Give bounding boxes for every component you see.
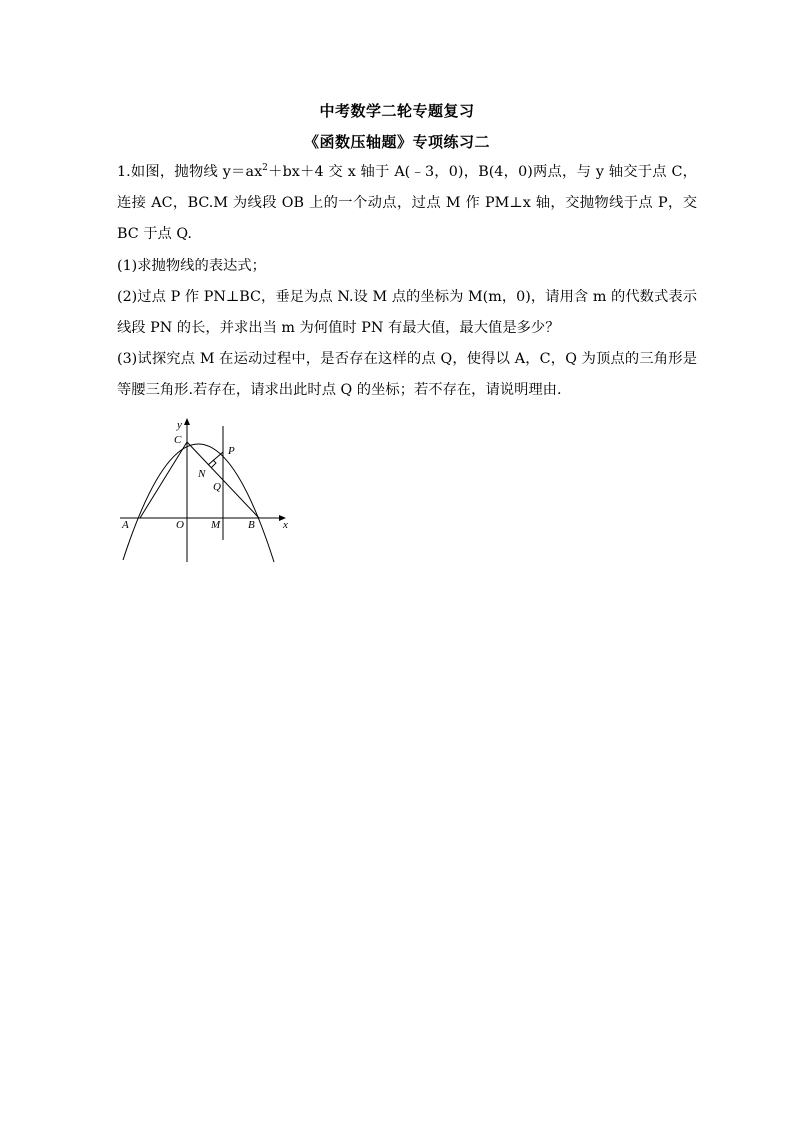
segment-ac — [140, 442, 187, 518]
problem-stem — [117, 157, 697, 250]
label-y: y — [177, 419, 182, 431]
label-a: A — [122, 519, 129, 531]
document-title: 中考数学二轮专题复习 — [319, 102, 475, 120]
label-o: O — [176, 519, 184, 531]
label-p: P — [228, 445, 235, 457]
parabola-curve — [123, 444, 274, 562]
label-x: x — [283, 519, 288, 531]
question-part-1: (1)求抛物线的表达式； — [117, 258, 266, 274]
question-part-3: (3)试探究点 M 在运动过程中，是否存在这样的点 Q，使得以 A，C，Q 为顶点的三角形是等腰三角形.若存在，请求出此时点 Q 的坐标；若不存在，请说明理由. — [117, 351, 697, 398]
parabola-figure — [118, 414, 298, 566]
exponent: 2 — [262, 163, 268, 174]
question-part-2: (2)过点 P 作 PN⊥BC，垂足为点 N.设 M 点的坐标为 M(m，0)，请用含 m 的代数式表示线段 PN 的长，并求出当 m 为何值时 PN 有最大值，最大值是多少？ — [117, 289, 697, 336]
problem-stem-part-a: 如图，抛物线 y＝ax — [130, 164, 263, 180]
label-m: M — [211, 519, 221, 531]
problem-number: 1. — [117, 164, 131, 180]
label-c: C — [174, 434, 182, 446]
document-subtitle: 《函数压轴题》专项练习二 — [303, 133, 490, 151]
label-q: Q — [213, 481, 221, 493]
y-axis-arrow — [184, 418, 190, 425]
label-n: N — [198, 468, 206, 480]
problem-stem-part-b: ＋bx＋4 交 x 轴于 A(﹣3，0)，B(4，0)两点，与 y 轴交于点 C，连接 AC，BC.M 为线段 OB 上的一个动点，过点 M 作 PM⊥x 轴，交抛物线于点 P，交 BC 于点 Q. — [117, 164, 697, 242]
label-b: B — [248, 519, 255, 531]
